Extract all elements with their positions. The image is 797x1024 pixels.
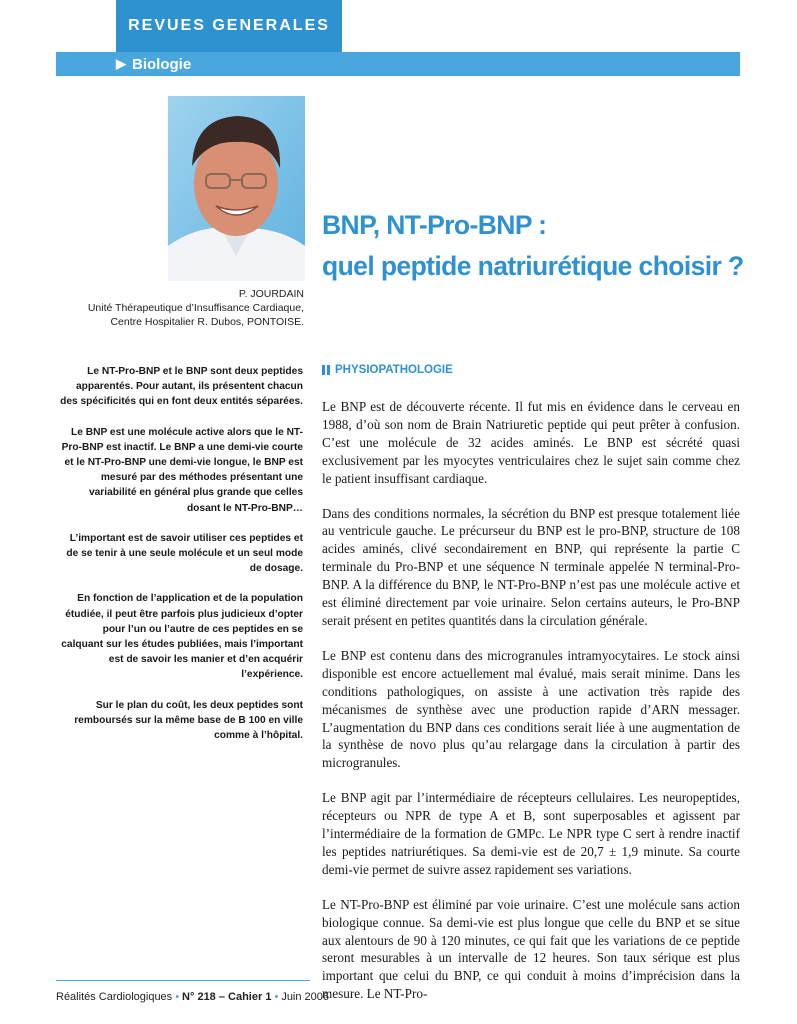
author-name: P. JOURDAIN <box>238 288 304 300</box>
article-title <box>322 205 762 287</box>
author-block <box>24 287 304 329</box>
footer <box>56 991 356 1003</box>
footer-journal: Réalités Cardiologiques <box>56 991 173 1003</box>
body-paragraph: Le NT-Pro-BNP est éliminé par voie urinaire. C’est une molécule sans action biologique connue. Sa demi-vie est plus longue que celle du BNP et se situe aux alentours de 90 à 120 minutes, ce qui fait que les variations de ce peptide seront mesurables à un intervalle de 12 heures. Son taux sérique est plus important que celui du BNP, ce qui conduit à moins d’imprécision dans la mesure. Le NT-Pro- <box>322 896 740 1002</box>
category-label: Biologie <box>132 55 192 73</box>
section-heading-text: PHYSIOPATHOLOGIE <box>335 364 453 376</box>
section-bars-icon <box>322 365 330 375</box>
summary-paragraph: En fonction de l’application et de la population étudiée, il peut être parfois plus judicieux d’opter pour l’un ou l’autre de ces peptides en se calquant sur les études publiées, mais l’important est de savoir les manier et d’en acquérir l’expérience. <box>61 593 303 681</box>
bullet-icon: • <box>274 991 279 1003</box>
body-paragraph: Le BNP est de découverte récente. Il fut mis en évidence dans le cerveau en 1988, d’où son nom de Brain Natriuretic peptide qui peut prêter à confusion. C’est une molécule de 32 acides aminés. Le BNP est sécrété quasi exclusivement par les myocytes ventriculaires chez le sujet sain comme chez le patient insuffisant cardiaque. <box>322 399 740 486</box>
summary-column <box>60 364 303 758</box>
triangle-right-icon: ▶ <box>116 56 126 71</box>
summary-paragraph: Le NT-Pro-BNP et le BNP sont deux peptides apparentés. Pour autant, ils présentent chacun des spécificités qui en font deux entités séparées. <box>60 366 303 408</box>
body-paragraph: Dans des conditions normales, la sécrétion du BNP est presque totalement liée au ventricule gauche. Le précurseur du BNP est le pro-BNP, structure de 108 acides aminés, clivé secondairement en BNP, qui représente la partie C terminale du Pro-BNP et une séquence N terminale appelée N terminal-Pro-BNP. A la différence du BNP, le NT-Pro-BNP n’est pas une molécule active et est éliminé directement par voie urinaire. Selon certains auteurs, le Pro-BNP serait présent en petites quantités dans la circulation générale. <box>322 505 740 628</box>
summary-paragraph: Le BNP est une molécule active alors que le NT-Pro-BNP est inactif. Le BNP a une demi-vie courte et le NT-Pro-BNP une demi-vie longue, le BNP est mesuré par des méthodes présentant une variabilité en général plus grande que celles dosant le NT-Pro-BNP… <box>61 426 303 514</box>
author-photo <box>168 96 305 281</box>
body-column <box>322 398 740 1020</box>
category-band <box>56 52 740 76</box>
title-line-2: quel peptide natriurétique choisir ? <box>322 251 744 281</box>
footer-rule <box>56 980 310 981</box>
section-heading <box>322 364 453 376</box>
footer-date: Juin 2006 <box>281 991 330 1003</box>
summary-paragraph: L’important est de savoir utiliser ces peptides et de se tenir à une seule molécule et un seul mode de dosage. <box>66 532 303 575</box>
body-paragraph: Le BNP agit par l’intermédiaire de récepteurs cellulaires. Les neuropeptides, récepteurs ou NPR de type A et B, sont superposables et agissent par l’intermédiaire de la formation de GMPc. Le NPR type C sert à rendre inactif les peptides natriurétiques. Sa demi-vie est de 20,7 ± 1,9 minute. Sa courte demi-vie permet de suivre assez rapidement ses variations. <box>322 790 740 877</box>
title-line-1: BNP, NT-Pro-BNP : <box>322 210 547 240</box>
summary-paragraph: Sur le plan du coût, les deux peptides sont remboursés sur la même base de B 100 en ville comme à l’hôpital. <box>74 699 303 742</box>
author-unit: Unité Thérapeutique d’Insuffisance Cardiaque, <box>87 302 304 314</box>
bullet-icon: • <box>175 991 180 1003</box>
footer-issue: N° 218 – Cahier 1 <box>182 991 272 1003</box>
author-hospital: Centre Hospitalier R. Dubos, PONTOISE. <box>110 316 304 328</box>
section-label: REVUES GENERALES <box>128 17 330 34</box>
body-paragraph: Le BNP est contenu dans des microgranules intramyocytaires. Le stock ainsi disponible est encore actuellement mal évalué, mais serait minime. Dans les conditions pathologiques, on assiste à une activation très rapide des mécanismes de synthèse avec une production rapide d’ARN messager. L’augmentation du BNP dans ces conditions serait liée à une augmentation de la synthèse de novo plus qu’au relargage dans la circulation à partir des microgranules. <box>322 647 740 771</box>
section-label-tab <box>116 0 342 52</box>
